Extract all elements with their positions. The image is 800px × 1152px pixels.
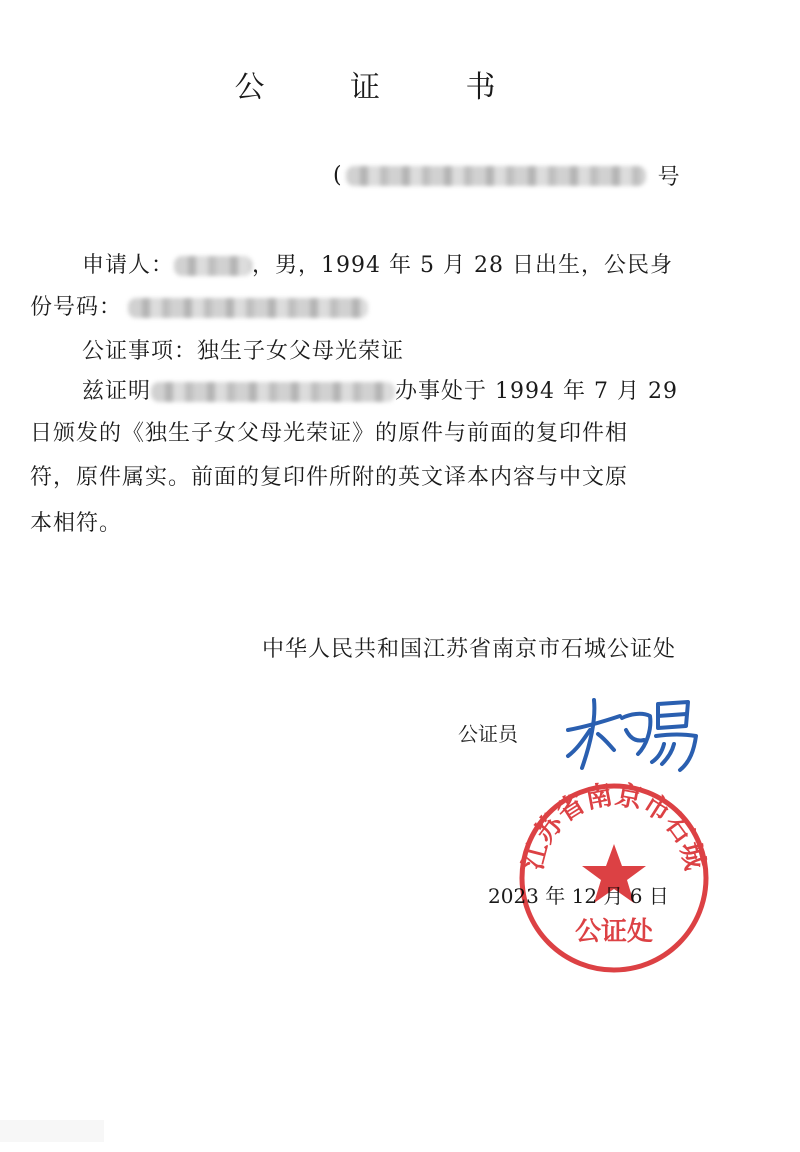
document-title: 公 证 书: [234, 70, 534, 105]
document-number-suffix: 号: [657, 165, 680, 190]
notary-office-name: 中华人民共和国江苏省南京市石城公证处: [261, 637, 676, 662]
applicant-label: 申请人：: [82, 253, 175, 278]
notary-signature: [560, 690, 710, 780]
notarial-matter: 公证事项：独生子女父母光荣证: [82, 339, 405, 364]
official-seal: [516, 780, 712, 976]
applicant-details: ，男，1994 年 5 月 28 日出生，公民身: [252, 253, 673, 278]
certification-suffix: 办事处于 1994 年 7 月 29: [395, 379, 678, 404]
certification-line: [82, 374, 678, 405]
redacted-applicant-name: [174, 256, 252, 276]
redacted-id-number: [128, 298, 368, 318]
seal-bottom-text: 公证处: [574, 917, 654, 947]
certification-prefix: 兹证明: [82, 379, 152, 404]
seal-star-icon: [582, 844, 646, 903]
redacted-document-number: [346, 166, 646, 186]
redacted-issuing-office: [151, 382, 395, 402]
body-line-5: 日颁发的《独生子女父母光荣证》的原件与前面的复印件相: [30, 421, 629, 446]
body-line-6: 符，原件属实。前面的复印件所附的英文译本内容与中文原: [30, 465, 629, 490]
issue-date: 2023 年 12 月 6 日: [488, 884, 669, 908]
document-number: [333, 160, 680, 191]
document-number-open: (: [333, 163, 342, 188]
id-number-label: 份号码：: [30, 295, 123, 320]
id-number-line: [30, 290, 368, 321]
body-line-7: 本相符。: [30, 511, 123, 536]
applicant-line: [82, 248, 673, 279]
notary-label: 公证员: [458, 722, 518, 746]
corner-smudge: [0, 1120, 104, 1142]
seal-ring-text: 江苏省南京市石城: [517, 780, 711, 873]
